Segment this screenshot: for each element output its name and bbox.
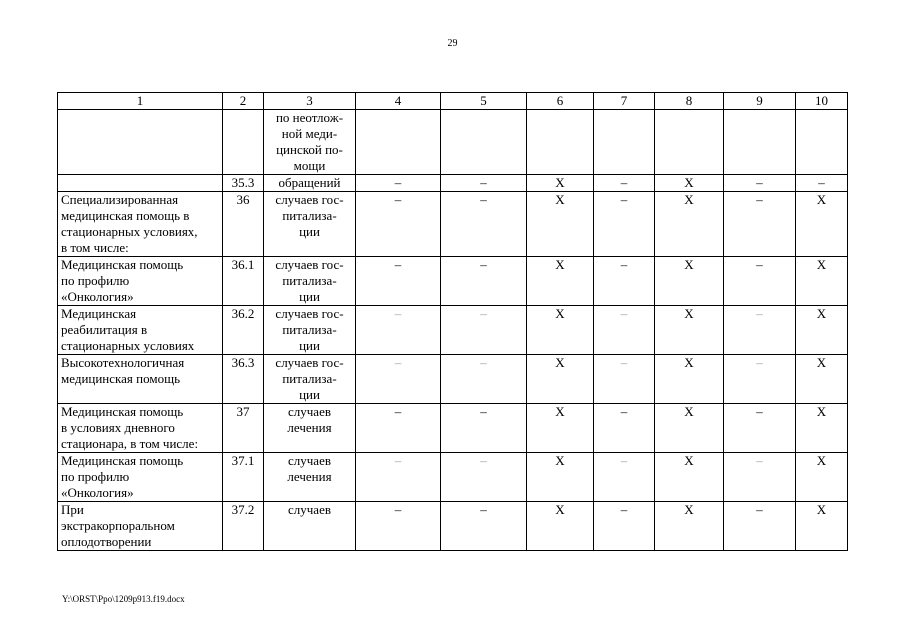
table-row [58,453,848,502]
value-cell-col-8: Х [655,502,724,551]
column-header-8: 8 [655,93,724,110]
table-row [58,306,848,355]
column-header-3: 3 [264,93,356,110]
value-cell-col-5 [441,110,527,175]
value-cell-col-4: – [356,404,441,453]
row-name-cell [58,110,223,175]
value-cell-col-8: Х [655,257,724,306]
value-cell-col-4: – [356,257,441,306]
value-cell-col-7: – [594,404,655,453]
column-header-1: 1 [58,93,223,110]
header-row [58,93,848,110]
value-cell-col-6: Х [527,502,594,551]
value-cell-col-6: Х [527,257,594,306]
column-header-9: 9 [724,93,796,110]
value-cell-col-7 [594,110,655,175]
value-cell-col-6: Х [527,355,594,404]
row-unit-cell: случаев лечения [264,453,356,502]
table-row [58,175,848,192]
row-name-cell: Медицинская помощь в условиях дневного стационара, в том числе: [58,404,223,453]
value-cell-col-7: – [594,453,655,502]
value-cell-col-7: – [594,306,655,355]
value-cell-col-8 [655,110,724,175]
file-path-footer: Y:\ORST\Ppo\1209p913.f19.docx [62,594,185,604]
table-row [58,257,848,306]
row-unit-cell: случаев гос- питализа- ции [264,306,356,355]
value-cell-col-5: – [441,355,527,404]
value-cell-col-5: – [441,257,527,306]
value-cell-col-8: Х [655,355,724,404]
value-cell-col-7: – [594,175,655,192]
value-cell-col-5: – [441,192,527,257]
value-cell-col-5: – [441,404,527,453]
value-cell-col-4: – [356,192,441,257]
value-cell-col-9: – [724,355,796,404]
value-cell-col-5: – [441,175,527,192]
row-code-cell [223,110,264,175]
row-code-cell: 36.3 [223,355,264,404]
row-code-cell: 36.2 [223,306,264,355]
value-cell-col-5: – [441,502,527,551]
row-name-cell [58,175,223,192]
column-header-5: 5 [441,93,527,110]
row-code-cell: 37.2 [223,502,264,551]
row-code-cell: 37.1 [223,453,264,502]
value-cell-col-4 [356,110,441,175]
value-cell-col-9: – [724,306,796,355]
column-header-4: 4 [356,93,441,110]
value-cell-col-10: Х [796,502,848,551]
row-code-cell: 36 [223,192,264,257]
table-row [58,192,848,257]
value-cell-col-5: – [441,306,527,355]
value-cell-col-10: Х [796,192,848,257]
table-row [58,110,848,175]
table-body [58,110,848,551]
value-cell-col-10: Х [796,306,848,355]
row-unit-cell: случаев гос- питализа- ции [264,192,356,257]
value-cell-col-4: – [356,355,441,404]
table-row [58,404,848,453]
value-cell-col-8: Х [655,175,724,192]
value-cell-col-6: Х [527,192,594,257]
row-unit-cell: обращений [264,175,356,192]
value-cell-col-6: Х [527,404,594,453]
value-cell-col-7: – [594,192,655,257]
value-cell-col-6 [527,110,594,175]
value-cell-col-9: – [724,453,796,502]
value-cell-col-10: Х [796,355,848,404]
value-cell-col-5: – [441,453,527,502]
value-cell-col-10: – [796,175,848,192]
row-unit-cell: по неотлож- ной меди- цинской по- мощи [264,110,356,175]
column-header-6: 6 [527,93,594,110]
row-code-cell: 37 [223,404,264,453]
value-cell-col-4: – [356,502,441,551]
value-cell-col-7: – [594,257,655,306]
table-row [58,502,848,551]
value-cell-col-9: – [724,404,796,453]
value-cell-col-10: Х [796,404,848,453]
value-cell-col-4: – [356,175,441,192]
column-header-2: 2 [223,93,264,110]
value-cell-col-9: – [724,192,796,257]
value-cell-col-9: – [724,257,796,306]
value-cell-col-8: Х [655,306,724,355]
value-cell-col-10: Х [796,453,848,502]
row-unit-cell: случаев лечения [264,404,356,453]
value-cell-col-7: – [594,355,655,404]
page-number: 29 [447,38,458,49]
row-code-cell: 36.1 [223,257,264,306]
data-table [57,92,848,551]
row-name-cell: Медицинская помощь по профилю «Онкология» [58,257,223,306]
row-unit-cell: случаев гос- питализа- ции [264,355,356,404]
value-cell-col-6: Х [527,453,594,502]
value-cell-col-10: Х [796,257,848,306]
value-cell-col-8: Х [655,453,724,502]
row-name-cell: Медицинская помощь по профилю «Онкология» [58,453,223,502]
column-header-10: 10 [796,93,848,110]
row-name-cell: Медицинская реабилитация в стационарных условиях [58,306,223,355]
row-unit-cell: случаев [264,502,356,551]
value-cell-col-8: Х [655,192,724,257]
column-header-7: 7 [594,93,655,110]
value-cell-col-10 [796,110,848,175]
value-cell-col-9: – [724,502,796,551]
value-cell-col-4: – [356,453,441,502]
table-row [58,355,848,404]
value-cell-col-9: – [724,175,796,192]
row-unit-cell: случаев гос- питализа- ции [264,257,356,306]
value-cell-col-6: Х [527,306,594,355]
value-cell-col-4: – [356,306,441,355]
row-name-cell: При экстракорпоральном оплодотворении [58,502,223,551]
value-cell-col-7: – [594,502,655,551]
value-cell-col-6: Х [527,175,594,192]
row-name-cell: Высокотехнологичная медицинская помощь [58,355,223,404]
value-cell-col-9 [724,110,796,175]
value-cell-col-8: Х [655,404,724,453]
row-code-cell: 35.3 [223,175,264,192]
row-name-cell: Специализированная медицинская помощь в стационарных условиях, в том числе: [58,192,223,257]
